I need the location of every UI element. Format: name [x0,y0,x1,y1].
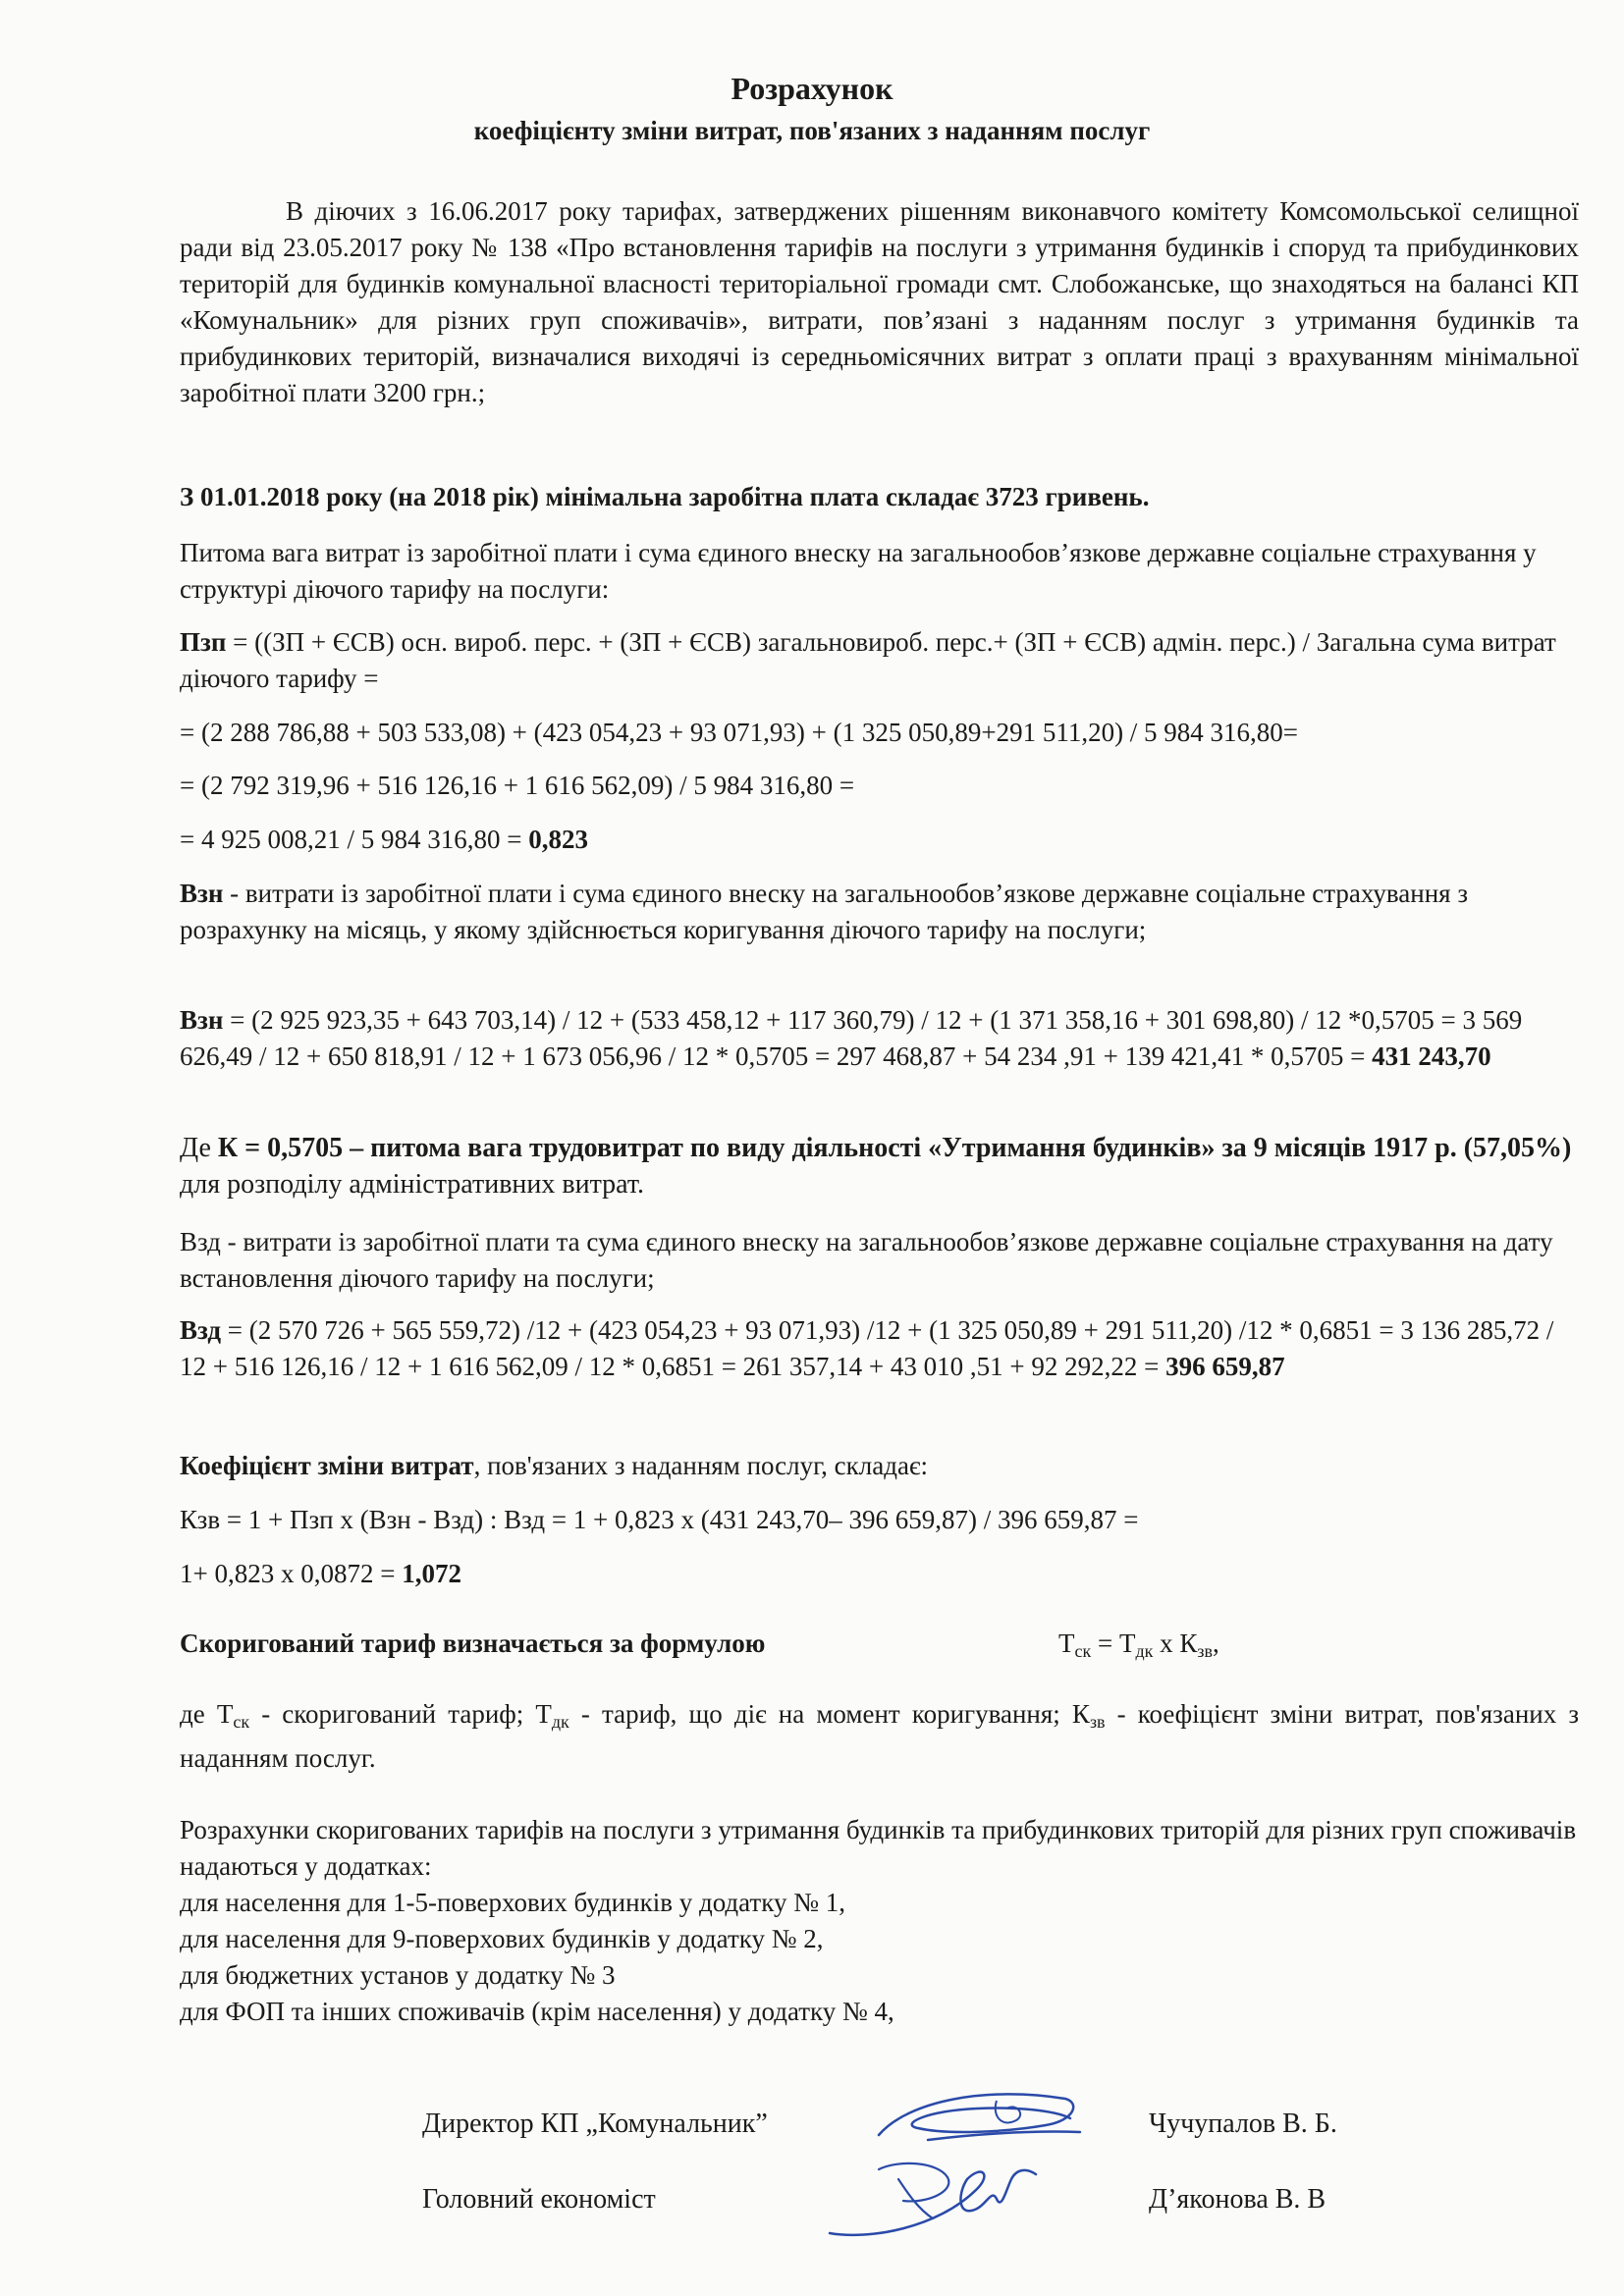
kzv-calc [180,1556,1579,1592]
def-t-dk: - скоригований тариф; Т [249,1699,552,1729]
vzn-formula [180,1002,1579,1075]
t-dk-symbol: = Т [1091,1629,1136,1658]
appendix-item-4: для ФОП та інших споживачів (крім населення) у додатку № 4, [180,1997,894,2026]
economist-role: Головний економіст [422,2184,656,2215]
director-signature [869,2081,1095,2160]
min-wage-statement [180,479,1579,515]
document-title: Розрахунок [731,71,893,106]
pzp-result: 0,823 [528,825,588,854]
def-t-sk-sub: ск [233,1712,250,1732]
kzv-title-bold: Коефіцієнт зміни витрат [180,1451,474,1480]
pzp-calc-line-1: = (2 288 786,88 + 503 533,08) + (423 054,23 + 93 071,93) + (1 325 050,89+291 511,20) / 5 984 316,80= [180,718,1299,747]
economist-name: Д’яконова В. В [1149,2184,1326,2215]
t-sk-subscript: ск [1074,1641,1092,1661]
vzn-description [180,876,1579,948]
vzn-formula-text: = (2 925 923,35 + 643 703,14) / 12 + (533 458,12 + 117 360,79) / 12 + (1 371 358,16 + 301 698,80) / 12 *0,5705 = 3 569 626,49 / 12 + 650 818,91 / 12 + 1 673 056,96 / 12 * 0,5705 = 297 468,87 + 54 234 ,91 + 139 421,41 * 0,5705 = [180,1005,1523,1071]
appendix-list [180,1885,1579,2030]
vzn-result: 431 243,70 [1372,1041,1491,1071]
tariff-formula-end: , [1213,1629,1219,1658]
tariff-definitions [180,1696,1579,1777]
vzd-label: Взд [180,1315,222,1345]
vzn-formula-label: Взн [180,1005,224,1035]
vzn-description-text: - витрати із заробітної плати і сума єдиного внеску на загальнообов’язкове державне соціальне страхування з розрахунку на місяць, у якому здійснюється коригування діючого тарифу на послуги; [180,879,1468,944]
def-end: - коефіцієнт зміни витрат, пов'язаних з наданням послуг. [180,1699,1579,1773]
economist-signature [810,2150,1056,2248]
vzd-description: Взд - витрати із заробітної плати та сума єдиного внеску на загальнообов’язкове державне соціальне страхування на дату встановлення діючого тарифу на послуги; [180,1227,1553,1293]
director-role: Директор КП „Комунальник” [422,2109,768,2139]
appendix-intro: Розрахунки скоригованих тарифів на послуги з утримання будинків та прибудинкових триторій для різних груп споживачів надаються у додатках: [180,1815,1577,1881]
vzd-formula-text: = (2 570 726 + 565 559,72) /12 + (423 054,23 + 93 071,93) /12 + (1 325 050,89 + 291 511,20) /12 * 0,6851 = 3 136 285,72 / 12 + 516 126,16 / 12 + 1 616 562,09 / 12 * 0,6851 = 261 357,14 + 43 010 ,51 + 92 292,22 = [180,1315,1554,1381]
vzd-result: 396 659,87 [1165,1352,1285,1381]
pzp-calc-line-2: = (2 792 319,96 + 516 126,16 + 1 616 562,09) / 5 984 316,80 = [180,771,855,800]
k-coefficient-note [180,1130,1579,1202]
director-name: Чучупалов В. Б. [1149,2109,1337,2139]
intro-paragraph: В діючих з 16.06.2017 року тарифах, затверджених рішенням виконавчого комітету Комсомольської селищної ради від 23.05.2017 року № 138 «Про встановлення тарифів на послуги з утримання будинків і споруд та прибудинкових територій для будинків комунальної власності територіальної громади смт. Слобожанське, що знаходяться на балансі КП «Комунальник» для різних груп споживачів», витрати, пов’язані з наданням послуг з утримання будинків та прибудинкових територій, визначалися виходячі із середньомісячних витрат з оплати праці з врахуванням мінімальної заробітної плати 3200 грн.; [180,196,1579,407]
document-subtitle: коефіцієнту зміни витрат, пов'язаних з наданням послуг [473,116,1151,145]
pzp-description: Питома вага витрат із заробітної плати і сума єдиного внеску на загальнообов’язкове державне соціальне страхування у структурі діючого тарифу на послуги: [180,538,1537,604]
tariff-formula-row [180,1626,1579,1662]
kzv-title-suffix: , пов'язаних з наданням послуг, складає: [473,1451,929,1480]
min-wage-text: З 01.01.2018 року (на 2018 рік) мінімальна заробітна плата складає 3723 гривень. [180,482,1150,511]
kzv-formula: Кзв = 1 + Пзп х (Взн - Взд) : Взд = 1 + 0,823 х (431 243,70– 396 659,87) / 396 659,87 = [180,1505,1139,1534]
t-sk-symbol: Т [1058,1629,1075,1658]
appendix-item-1: для населення для 1-5-поверхових будинків у додатку № 1, [180,1888,845,1917]
tariff-formula-title: Скоригований тариф визначається за формулою [180,1629,766,1658]
t-dk-subscript: дк [1135,1641,1154,1661]
pzp-calc-text: = 4 925 008,21 / 5 984 316,80 = [180,825,529,854]
vzd-formula [180,1312,1579,1385]
appendix-item-2: для населення для 9-поверхових будинків у додатку № 2, [180,1924,824,1953]
pzp-calc-line-3 [180,822,1579,858]
kzv-calc-text: 1+ 0,823 х 0,0872 = [180,1559,403,1588]
tariff-formula [1058,1626,1219,1670]
k-zv-subscript: зв [1197,1641,1213,1661]
kzv-title [180,1448,1579,1484]
def-t-dk-sub: дк [551,1712,569,1732]
pzp-formula-text: = ((ЗП + ЄСВ) осн. вироб. перс. + (ЗП + ЄСВ) загальновироб. перс.+ (ЗП + ЄСВ) адмін. перс.) / Загальна сума витрат діючого тарифу = [180,627,1556,693]
pzp-label: Пзп [180,627,227,657]
kzv-result: 1,072 [402,1559,461,1588]
def-t-sk: де Т [180,1699,234,1729]
pzp-formula [180,624,1579,697]
k-suffix: для розподілу адміністративних витрат. [180,1169,645,1200]
k-definition: К = 0,5705 – питома вага трудовитрат по виду діяльності «Утримання будинків» за 9 місяців 1917 р. (57,05%) [217,1133,1572,1163]
k-prefix: Де [180,1133,218,1163]
appendix-item-3: для бюджетних установ у додатку № 3 [180,1960,616,1990]
vzn-label: Взн [180,879,224,908]
k-zv-symbol: х К [1153,1629,1198,1658]
def-k-zv: - тариф, що діє на момент коригування; К [568,1699,1090,1729]
def-k-zv-sub: зв [1089,1712,1106,1732]
